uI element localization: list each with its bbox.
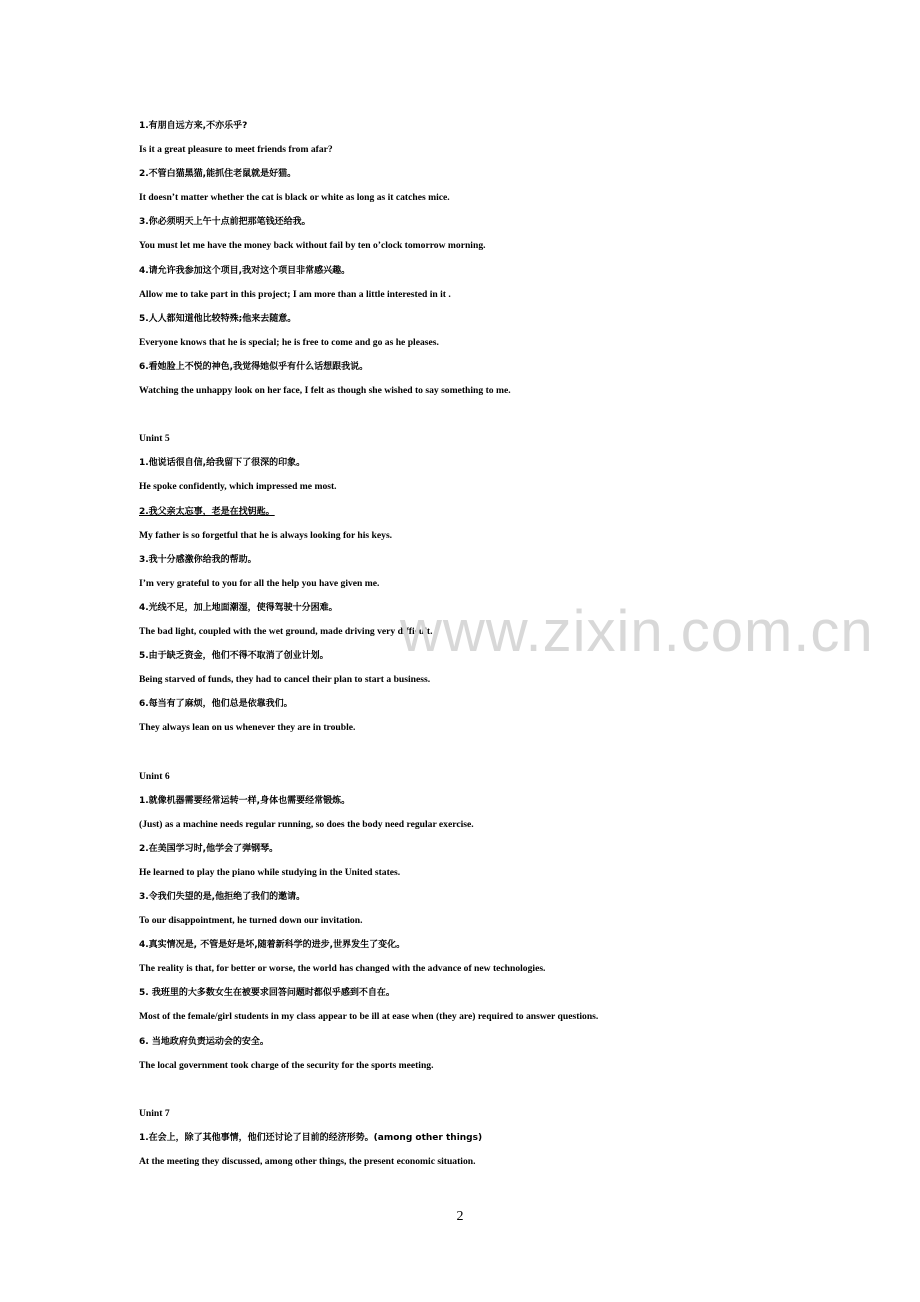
english-translation: My father is so forgetful that he is always looking for his keys. — [139, 529, 393, 541]
english-translation: To our disappointment, he turned down our invitation. — [139, 915, 363, 927]
chinese-sentence: 1.就像机器需要经常运转一样,身体也需要经常锻炼。 — [139, 795, 351, 806]
watermark: www.zixin.com.cn — [400, 599, 874, 664]
chinese-sentence: 3.我十分感激你给我的帮助。 — [139, 554, 257, 565]
document-body — [139, 114, 839, 1174]
chinese-sentence: 1.他说话很自信,给我留下了很深的印象。 — [139, 458, 306, 469]
chinese-sentence: 3.令我们失望的是,他拒绝了我们的邀请。 — [139, 892, 306, 902]
english-translation: It doesn’t matter whether the cat is black or white as long as it catches mice. — [139, 192, 450, 204]
english-translation: Watching the unhappy look on her face, I felt as though she wished to say something to me. — [139, 385, 511, 397]
unit-heading: Unint 5 — [139, 433, 170, 445]
english-translation: At the meeting they discussed, among other things, the present economic situation. — [139, 1156, 476, 1168]
english-translation: He spoke confidently, which impressed me most. — [139, 481, 337, 493]
chinese-sentence: 4.光线不足，加上地面潮湿，使得驾驶十分困难。 — [139, 602, 338, 613]
english-translation: I’m very grateful to you for all the help you have given me. — [139, 577, 380, 589]
english-translation: Allow me to take part in this project; I am more than a little interested in it . — [139, 288, 451, 300]
chinese-sentence: 2.在美国学习时,他学会了弹钢琴。 — [139, 843, 279, 854]
english-translation: The bad light, coupled with the wet ground, made driving very difficult. — [139, 625, 433, 637]
english-translation: The reality is that, for better or worse, the world has changed with the advance of new technologies. — [139, 963, 546, 975]
page-number: 2 — [456, 1209, 464, 1224]
section-spacer — [139, 1078, 839, 1102]
english-translation: (Just) as a machine needs regular running, so does the body need regular exercise. — [139, 818, 474, 830]
chinese-sentence: 6. 当地政府负责运动会的安全。 — [139, 1036, 269, 1047]
chinese-sentence: 5.由于缺乏资金，他们不得不取消了创业计划。 — [139, 651, 329, 662]
english-translation: The local government took charge of the security for the sports meeting. — [139, 1059, 434, 1071]
english-translation: You must let me have the money back without fail by ten o’clock tomorrow morning. — [139, 240, 486, 252]
chinese-sentence: 5.人人都知道他比较特殊;他来去随意。 — [139, 313, 297, 324]
section-spacer — [139, 403, 839, 427]
english-translation: Being starved of funds, they had to cancel their plan to start a business. — [139, 674, 431, 686]
chinese-sentence: 1.在会上，除了其他事情，他们还讨论了目前的经济形势。(among other things) — [139, 1132, 483, 1143]
chinese-sentence: 5. 我班里的大多数女生在被要求回答问题时都似乎感到不自在。 — [139, 988, 395, 999]
chinese-sentence: 2.不管白猫黑猫,能抓住老鼠就是好猫。 — [139, 169, 297, 180]
section-spacer — [139, 740, 839, 764]
chinese-sentence: 4.真实情况是, 不管是好是坏,随着新科学的进步,世界发生了变化。 — [139, 940, 406, 951]
english-translation: Everyone knows that he is special; he is free to come and go as he pleases. — [139, 336, 439, 348]
english-translation: They always lean on us whenever they are in trouble. — [139, 722, 356, 734]
chinese-sentence: 2.我父亲太忘事，老是在找钥匙。 — [139, 506, 275, 517]
english-translation: He learned to play the piano while studying in the United states. — [139, 866, 401, 878]
english-translation: Most of the female/girl students in my class appear to be ill at ease when (they are) required to answer questions. — [139, 1011, 599, 1023]
unit-heading: Unint 7 — [139, 1107, 170, 1119]
chinese-sentence: 6.看她脸上不悦的神色,我觉得她似乎有什么话想跟我说。 — [139, 361, 369, 372]
chinese-sentence: 1.有朋自远方来,不亦乐乎? — [139, 121, 248, 131]
chinese-sentence: 6.每当有了麻烦，他们总是依靠我们。 — [139, 699, 293, 710]
chinese-sentence: 4.请允许我参加这个项目,我对这个项目非常感兴趣。 — [139, 265, 351, 276]
unit-heading: Unint 6 — [139, 770, 170, 782]
english-translation: Is it a great pleasure to meet friends from afar? — [139, 144, 333, 156]
chinese-sentence: 3.你必须明天上午十点前把那笔钱还给我。 — [139, 217, 311, 228]
